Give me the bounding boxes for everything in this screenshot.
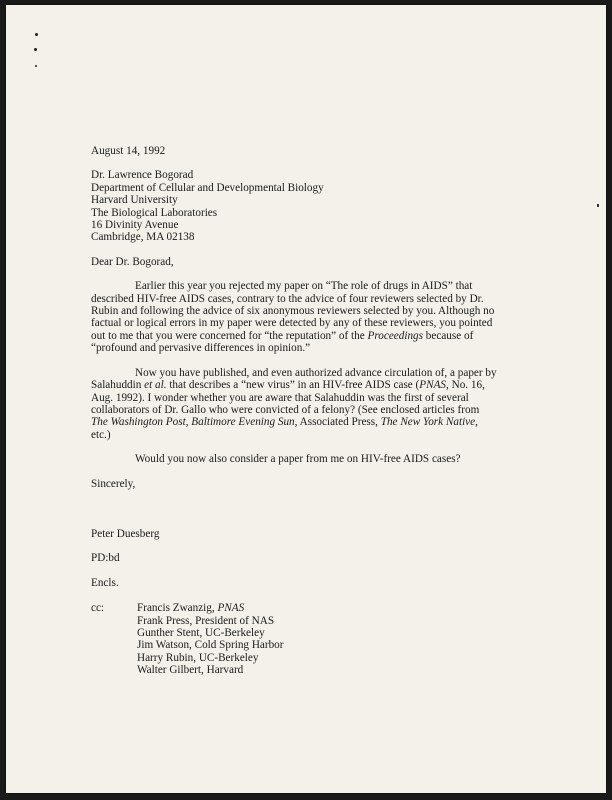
cc-block (91, 602, 511, 676)
letter-body (91, 145, 511, 677)
typist-initials: PD:bd (91, 552, 120, 565)
signature-name: Peter Duesberg (91, 527, 160, 540)
paragraph-line (91, 330, 511, 342)
cc-recipient: Harry Rubin, UC-Berkeley (137, 651, 259, 664)
paragraph-line: collaborators of Dr. Gallo who were convicted of a felony? (See enclosed articles from (91, 403, 480, 416)
paragraph-line: described HIV-free AIDS cases, contrary to the advice of four reviewers selected by Dr. (91, 292, 484, 305)
recipient-street: 16 Divinity Avenue (91, 219, 179, 232)
text-run: , (475, 416, 478, 429)
cc-recipient (137, 602, 284, 614)
recipient-university: Harvard University (91, 194, 178, 207)
text-run: because of (423, 329, 474, 342)
recipient-name: Dr. Lawrence Bogorad (91, 169, 194, 182)
cc-recipient: Jim Watson, Cold Spring Harbor (137, 639, 284, 652)
cc-recipient: Frank Press, President of NAS (137, 614, 275, 627)
cc-list (137, 602, 284, 676)
italic-run: et al. (144, 379, 167, 392)
paragraph-2 (91, 367, 511, 441)
paragraph-line: Now you have published, and even authorized advance circulation of, a paper by (135, 366, 497, 379)
paragraph-1 (91, 280, 511, 354)
salutation: Dear Dr. Bogorad, (91, 255, 174, 268)
recipient-address (91, 169, 511, 243)
paragraph-line: Earlier this year you rejected my paper on “The role of drugs in AIDS” that (135, 280, 473, 293)
text-run: Salahuddin (91, 379, 145, 392)
recipient-city: Cambridge, MA 02138 (91, 231, 195, 244)
cc-recipient-name: Francis Zwanzig, (137, 602, 218, 615)
cc-recipient: Gunther Stent, UC-Berkeley (137, 626, 265, 639)
closing: Sincerely, (91, 477, 136, 490)
margin-mark (597, 204, 599, 207)
paragraph-3: Would you now also consider a paper from me on HIV-free AIDS cases? (135, 453, 461, 466)
cc-recipient-org: PNAS (217, 602, 245, 615)
publication-title: Baltimore Evening Sun, (191, 416, 298, 429)
journal-title: Proceedings (367, 329, 423, 342)
recipient-department: Department of Cellular and Developmental Biology (91, 181, 324, 194)
cc-label: cc: (91, 602, 105, 615)
text-run: out to me that you were concerned for “the reputation” of the (91, 329, 368, 342)
paragraph-line: Rubin and following the advice of six anonymous reviewers selected by you. Although no (91, 305, 495, 318)
recipient-building: The Biological Laboratories (91, 206, 218, 219)
paragraph-line: etc.) (91, 428, 111, 441)
text-run: , No. 16, (446, 379, 485, 392)
letter-page (6, 5, 606, 793)
enclosures: Encls. (91, 576, 119, 589)
publication-title: The New York Native (380, 416, 476, 429)
cc-recipient: Walter Gilbert, Harvard (137, 664, 244, 677)
paragraph-line: Aug. 1992). I wonder whether you are aware that Salahuddin was the first of several (91, 391, 469, 404)
paragraph-line: factual or logical errors in my paper were detected by any of these reviewers, you pointed (91, 317, 493, 330)
text-run: , (185, 416, 192, 429)
paragraph-line: “profound and pervasive differences in opinion.” (91, 342, 311, 355)
letter-date: August 14, 1992 (91, 145, 166, 157)
punch-mark (34, 48, 37, 51)
paragraph-line (91, 416, 511, 428)
text-run: that describes a “new virus” in an HIV-free AIDS case ( (166, 379, 420, 392)
text-run: Associated Press, (297, 416, 381, 429)
punch-mark (35, 65, 37, 67)
paragraph-line (91, 379, 511, 391)
publication-title: The Washington Post (91, 416, 186, 429)
punch-mark (35, 33, 38, 36)
journal-title: PNAS (419, 379, 447, 392)
